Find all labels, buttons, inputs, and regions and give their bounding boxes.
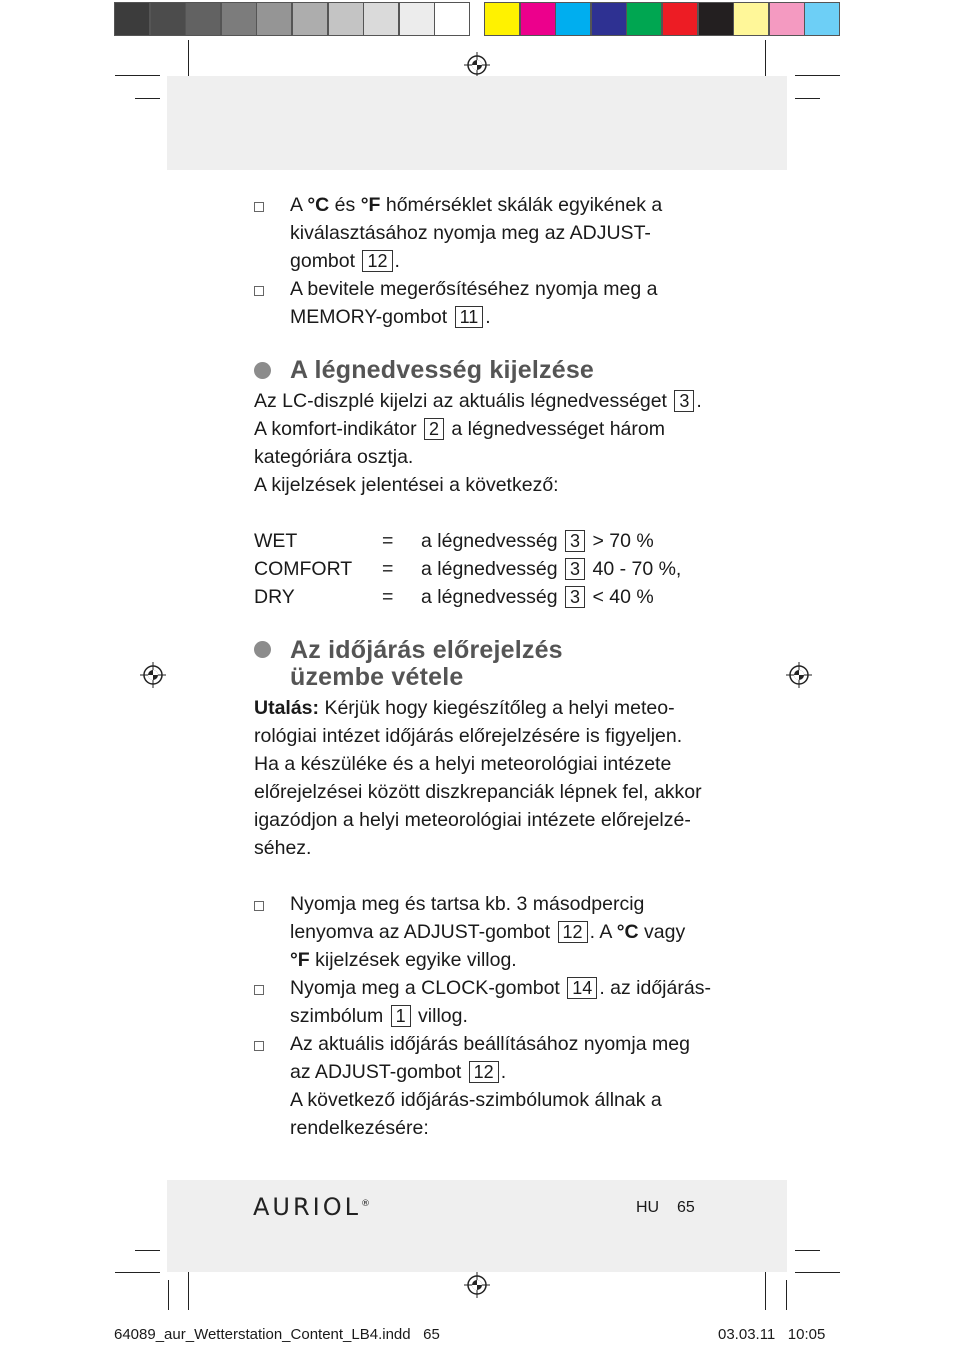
slug-file: 64089_aur_Wetterstation_Content_LB4.indd 65	[114, 1326, 440, 1343]
note-paragraph: séhez.	[254, 837, 312, 859]
color-swatch	[626, 2, 662, 36]
note-paragraph: igazódjon a helyi meteorológiai intézete előrejelzé-	[254, 809, 691, 831]
color-swatch	[520, 2, 556, 36]
reference-number: 1	[391, 1005, 411, 1027]
note-paragraph: rológiai intézet időjárás előrejelzésére is figyeljen.	[254, 725, 683, 747]
humidity-row: DRY	[254, 586, 295, 608]
bullet-square-icon	[254, 985, 264, 995]
color-swatch	[804, 2, 840, 36]
gray-swatch	[185, 2, 221, 36]
list-item: Nyomja meg a CLOCK-gombot 14 . az időjárás-	[290, 977, 711, 999]
reference-number: 2	[424, 418, 444, 440]
list-item: lenyomva az ADJUST-gombot 12 . A °C vagy	[290, 921, 686, 943]
paragraph: Az LC-diszplé kijelzi az aktuális légnedvességet 3 .	[254, 390, 702, 412]
bullet-square-icon	[254, 1041, 264, 1051]
list-item: szimbólum 1 villog.	[290, 1005, 468, 1027]
color-swatch	[555, 2, 591, 36]
page-number: 65	[677, 1199, 695, 1216]
color-swatch	[698, 2, 734, 36]
reference-number: 3	[565, 558, 585, 580]
section-heading: üzembe vétele	[290, 663, 464, 691]
heading-bullet-icon	[254, 362, 271, 379]
list-item: gombot 12 .	[290, 250, 400, 272]
list-item: A következő időjárás-szimbólumok állnak a	[290, 1089, 662, 1111]
gray-swatch	[150, 2, 186, 36]
bullet-square-icon	[254, 286, 264, 296]
list-item: MEMORY-gombot 11 .	[290, 306, 491, 328]
registration-mark-icon	[464, 1272, 490, 1298]
reference-number: 3	[674, 390, 694, 412]
language-code: HU	[636, 1199, 660, 1216]
bullet-square-icon	[254, 202, 264, 212]
color-swatch	[769, 2, 805, 36]
gray-swatch	[292, 2, 328, 36]
paragraph: A kijelzések jelentései a következő:	[254, 474, 559, 496]
equals-sign: =	[382, 530, 394, 552]
list-item: °F kijelzések egyike villog.	[290, 949, 517, 971]
reference-number: 12	[469, 1061, 499, 1083]
registration-mark-icon	[464, 52, 490, 78]
note-paragraph: Ha a készüléke és a helyi meteorológiai intézete	[254, 753, 672, 775]
gray-swatch	[114, 2, 150, 36]
humidity-row-value: a légnedvesség 3 < 40 %	[421, 586, 654, 608]
humidity-row: COMFORT	[254, 558, 353, 580]
registration-mark-icon	[140, 662, 166, 688]
reference-number: 12	[362, 250, 392, 272]
section-heading: A légnedvesség kijelzése	[290, 356, 595, 384]
gray-swatch	[221, 2, 257, 36]
list-item: A °C és °F hőmérséklet skálák egyikének a	[290, 194, 663, 216]
list-item: rendelkezésére:	[290, 1117, 429, 1139]
humidity-row-value: a légnedvesség 3 > 70 %	[421, 530, 654, 552]
equals-sign: =	[382, 586, 394, 608]
list-item: Nyomja meg és tartsa kb. 3 másodpercig	[290, 893, 645, 915]
header-band	[167, 76, 787, 170]
humidity-row: WET	[254, 530, 298, 552]
brand-logo: AURIOL®	[253, 1193, 370, 1221]
list-item: az ADJUST-gombot 12 .	[290, 1061, 507, 1083]
note-paragraph: Utalás: Kérjük hogy kiegészítőleg a helyi meteo-	[254, 697, 675, 719]
note-paragraph: előrejelzései között diszkrepanciák lépnek fel, akkor	[254, 781, 702, 803]
heading-bullet-icon	[254, 641, 271, 658]
equals-sign: =	[382, 558, 394, 580]
bullet-square-icon	[254, 901, 264, 911]
registration-mark-icon	[786, 662, 812, 688]
paragraph: A komfort-indikátor 2 a légnedvességet három	[254, 418, 665, 440]
reference-number: 3	[565, 530, 585, 552]
reference-number: 11	[455, 306, 484, 328]
humidity-row-value: a légnedvesség 3 40 - 70 %,	[421, 558, 682, 580]
paragraph: kategóriára osztja.	[254, 446, 414, 468]
list-item: A bevitele megerősítéséhez nyomja meg a	[290, 278, 658, 300]
reference-number: 12	[558, 921, 588, 943]
section-heading: Az időjárás előrejelzés	[290, 636, 563, 664]
color-swatch	[591, 2, 627, 36]
gray-swatch	[434, 2, 470, 36]
reference-number: 14	[567, 977, 597, 999]
gray-swatch	[399, 2, 435, 36]
reference-number: 3	[565, 586, 585, 608]
color-swatch	[733, 2, 769, 36]
gray-swatch	[256, 2, 292, 36]
slug-date: 03.03.11 10:05	[718, 1326, 826, 1343]
color-swatch	[484, 2, 520, 36]
list-item: Az aktuális időjárás beállításához nyomja meg	[290, 1033, 690, 1055]
color-swatch	[662, 2, 698, 36]
list-item: kiválasztásához nyomja meg az ADJUST-	[290, 222, 651, 244]
gray-swatch	[328, 2, 364, 36]
gray-swatch	[363, 2, 399, 36]
